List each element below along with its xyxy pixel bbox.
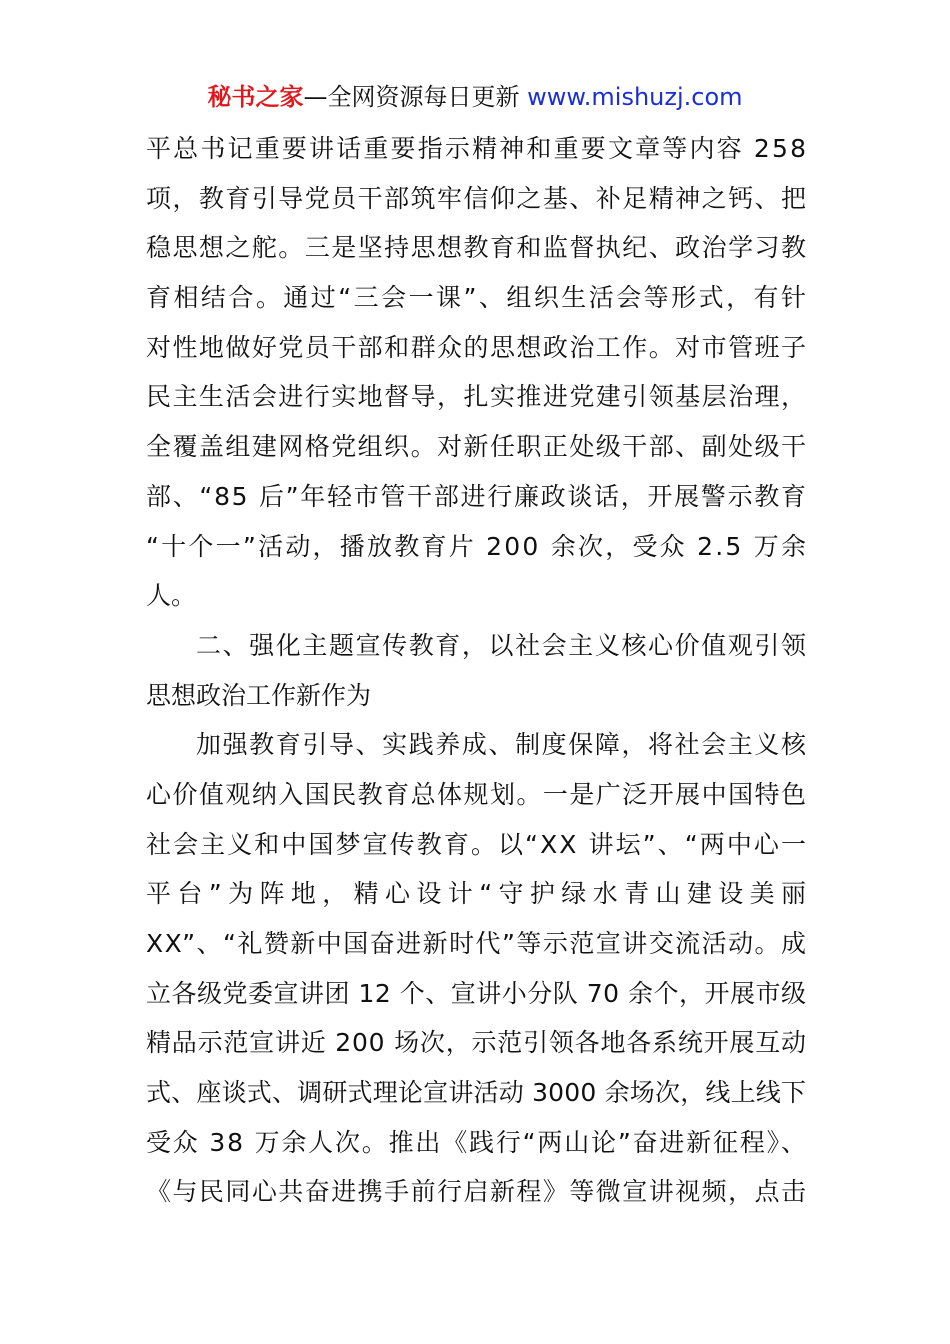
text-line: 对性地做好党员干部和群众的思想政治工作。对市管班子 — [146, 332, 808, 362]
text-line: 加强教育引导、实践养成、制度保障，将社会主义核 — [196, 730, 808, 760]
text-line: 心价值观纳入国民教育总体规划。一是广泛开展中国特色 — [146, 779, 808, 809]
text-line: 育相结合。通过“三会一课”、组织生活会等形式，有针 — [146, 283, 809, 313]
text-line: 平总书记重要讲话重要指示精神和重要文章等内容 258 — [146, 134, 809, 163]
text-line: 《与民同心共奋进携手前行启新程》等微宣讲视频，点击 — [146, 1177, 808, 1207]
text-line: 受众 38 万余人次。推出《践行“两山论”奋进新征程》、 — [146, 1127, 808, 1157]
page-header — [0, 80, 950, 114]
text-line: 全覆盖组建网格党组织。对新任职正处级干部、副处级干 — [146, 432, 808, 462]
site-brand: 秘书之家 — [207, 83, 304, 111]
text-line: 式、座谈式、调研式理论宣讲活动 3000 余场次，线上线下 — [146, 1078, 807, 1108]
text-line: 部、“85 后”年轻市管干部进行廉政谈话，开展警示教育 — [146, 481, 808, 511]
site-url-link[interactable]: www.mishuzj.com — [527, 83, 743, 111]
text-line: 立各级党委宣讲团 12 个、宣讲小分队 70 余个，开展市级 — [146, 978, 807, 1008]
text-line: 思想政治工作新作为 — [146, 680, 372, 710]
site-tagline: —全网资源每日更新 — [303, 83, 520, 111]
text-line: “十个一”活动，播放教育片 200 余次，受众 2.5 万余 — [146, 531, 809, 561]
document-body — [146, 124, 813, 1217]
text-line: 社会主义和中国梦宣传教育。以“XX 讲坛”、“两中心一 — [146, 829, 809, 859]
text-line: 稳思想之舵。三是坚持思想教育和监督执纪、政治学习教 — [146, 233, 808, 263]
text-line: 平台”为阵地，精心设计“守护绿水青山建设美丽 — [146, 879, 813, 909]
text-line: 民主生活会进行实地督导，扎实推进党建引领基层治理， — [146, 382, 808, 412]
text-line: 二、强化主题宣传教育，以社会主义核心价值观引领 — [196, 630, 808, 660]
text-line: XX”、“礼赞新中国奋进新时代”等示范宣讲交流活动。成 — [146, 929, 808, 958]
text-line: 人。 — [146, 581, 197, 611]
text-line: 精品示范宣讲近 200 场次，示范引领各地各系统开展互动 — [146, 1028, 807, 1058]
text-line: 项，教育引导党员干部筑牢信仰之基、补足精神之钙、把 — [146, 183, 808, 213]
